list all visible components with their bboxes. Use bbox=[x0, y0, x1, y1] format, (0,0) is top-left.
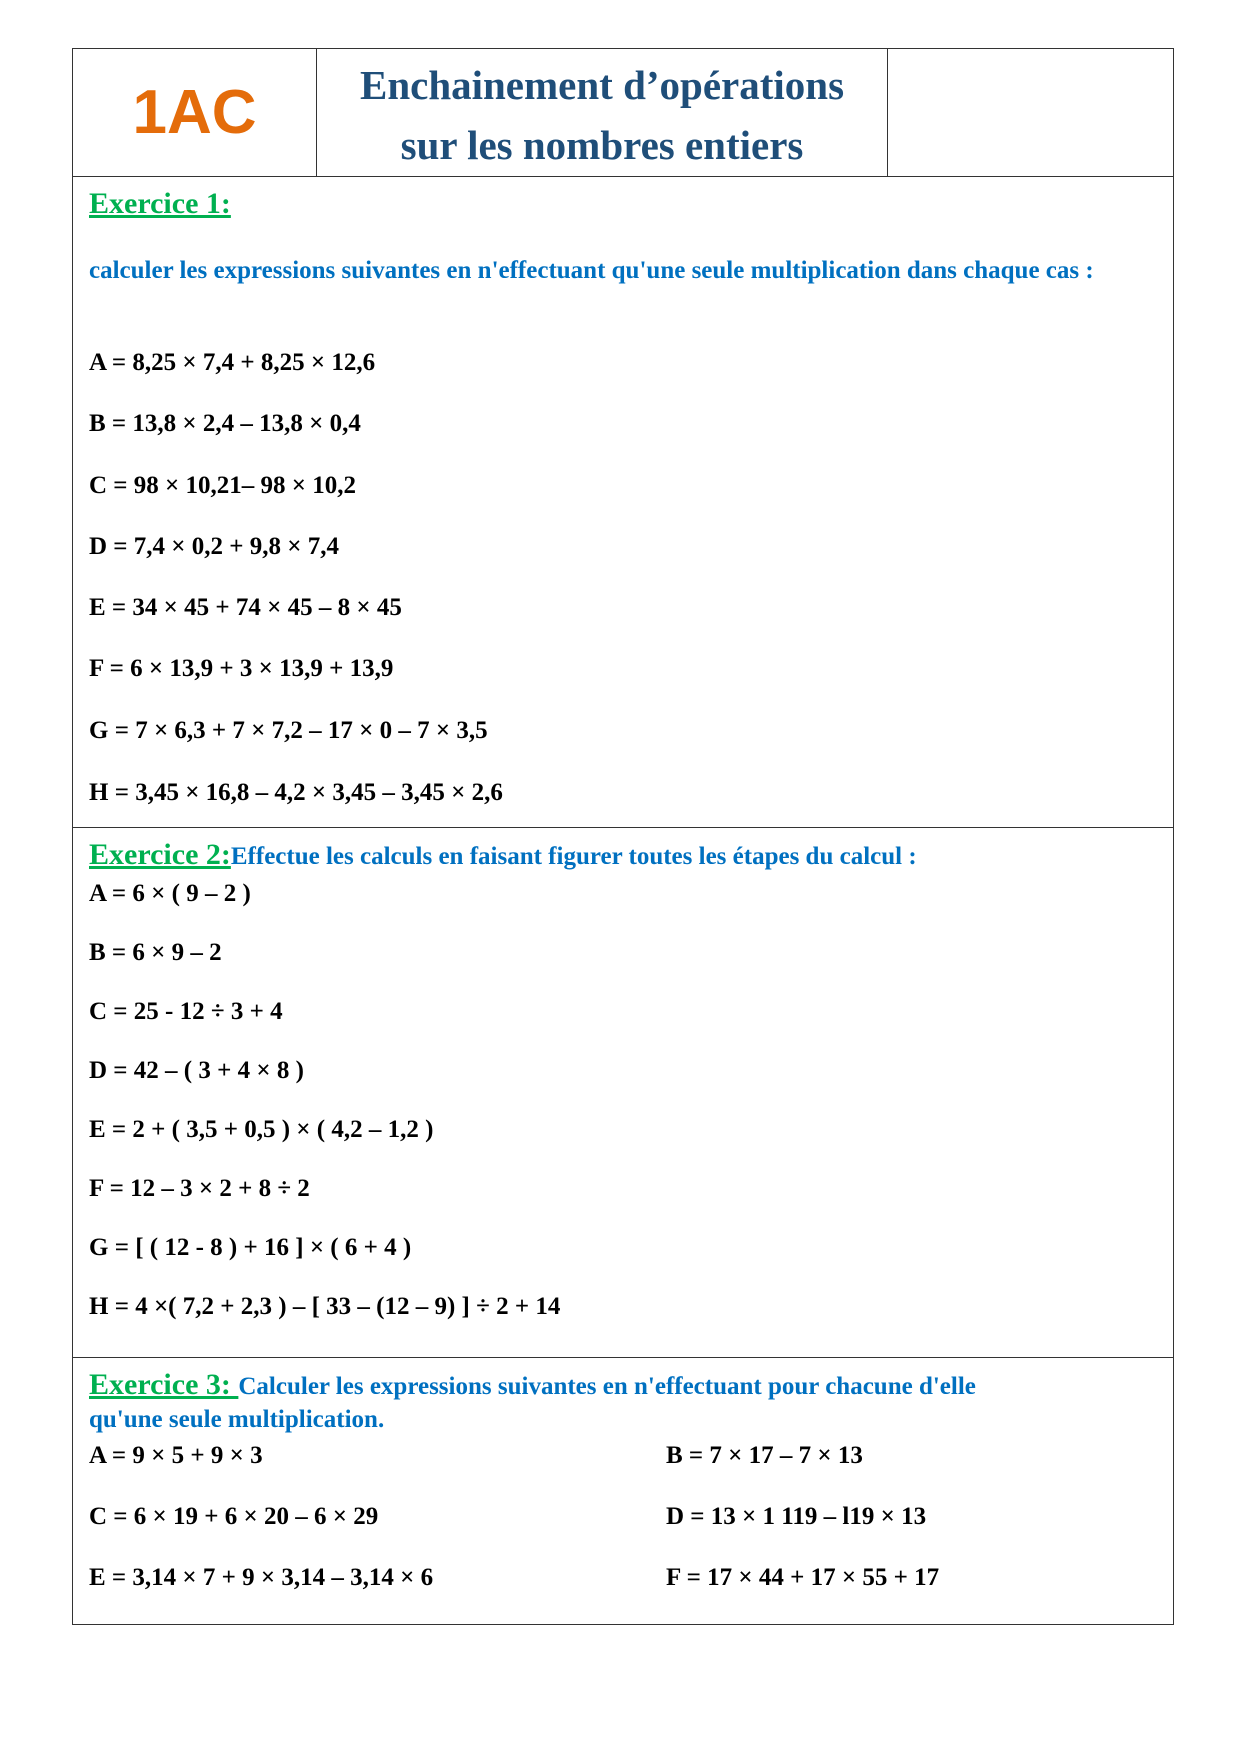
title-line-1: Enchainement d’opérations bbox=[359, 62, 845, 108]
expression-line: E = 3,14 × 7 + 9 × 3,14 – 3,14 × 6 bbox=[89, 1564, 434, 1591]
expression-line: B = 6 × 9 – 2 bbox=[89, 939, 222, 966]
header bbox=[73, 49, 1173, 177]
page-title bbox=[317, 49, 888, 176]
expression-line: D = 42 – ( 3 + 4 × 8 ) bbox=[89, 1057, 304, 1084]
expression-line: C = 6 × 19 + 6 × 20 – 6 × 29 bbox=[89, 1503, 379, 1530]
exercise-3-instruction-1: Calculer les expressions suivantes en n'effectuant pour chacune d'elle bbox=[238, 1373, 976, 1400]
worksheet bbox=[72, 48, 1174, 1625]
header-empty-cell bbox=[888, 49, 1173, 176]
expression-line: A = 9 × 5 + 9 × 3 bbox=[89, 1442, 263, 1469]
expression-line: G = [ ( 12 - 8 ) + 16 ] × ( 6 + 4 ) bbox=[89, 1234, 412, 1261]
exercise-2-instruction: Effectue les calculs en faisant figurer toutes les étapes du calcul : bbox=[230, 843, 917, 870]
exercise-3-heading bbox=[89, 1368, 976, 1402]
expression-line: A = 8,25 × 7,4 + 8,25 × 12,6 bbox=[89, 349, 376, 376]
expression-line: G = 7 × 6,3 + 7 × 7,2 – 17 × 0 – 7 × 3,5 bbox=[89, 717, 488, 744]
expression-line: A = 6 × ( 9 – 2 ) bbox=[89, 880, 251, 907]
exercise-1-instruction: calculer les expressions suivantes en n'effectuant qu'une seule multiplication dans chaque cas : bbox=[89, 257, 1094, 284]
expression-line: B = 13,8 × 2,4 – 13,8 × 0,4 bbox=[89, 410, 361, 437]
title-line-2: sur les nombres entiers bbox=[400, 122, 804, 168]
expression-line: C = 25 - 12 ÷ 3 + 4 bbox=[89, 998, 283, 1025]
expression-line: F = 6 × 13,9 + 3 × 13,9 + 13,9 bbox=[89, 655, 394, 682]
exercise-2-title: Exercice 2: bbox=[89, 838, 231, 871]
exercise-1-title: Exercice 1: bbox=[89, 187, 231, 220]
expression-line: F = 12 – 3 × 2 + 8 ÷ 2 bbox=[89, 1175, 310, 1202]
expression-line: E = 2 + ( 3,5 + 0,5 ) × ( 4,2 – 1,2 ) bbox=[89, 1116, 434, 1143]
exercise-3-title: Exercice 3: bbox=[89, 1368, 239, 1401]
exercise-3-instruction-2: qu'une seule multiplication. bbox=[89, 1406, 385, 1433]
expression-line: D = 7,4 × 0,2 + 9,8 × 7,4 bbox=[89, 533, 340, 560]
expression-line: C = 98 × 10,21– 98 × 10,2 bbox=[89, 472, 357, 499]
expression-line: F = 17 × 44 + 17 × 55 + 17 bbox=[666, 1564, 940, 1591]
exercise-1 bbox=[73, 177, 1173, 828]
expression-line: H = 3,45 × 16,8 – 4,2 × 3,45 – 3,45 × 2,6 bbox=[89, 779, 503, 806]
expression-line: B = 7 × 17 – 7 × 13 bbox=[666, 1442, 863, 1469]
level-label: 1AC bbox=[73, 49, 317, 176]
exercise-2 bbox=[73, 828, 1173, 1358]
expression-line: D = 13 × 1 119 – l19 × 13 bbox=[666, 1503, 927, 1530]
expression-line: E = 34 × 45 + 74 × 45 – 8 × 45 bbox=[89, 594, 402, 621]
expression-line: H = 4 ×( 7,2 + 2,3 ) – [ 33 – (12 – 9) ] ÷ 2 + 14 bbox=[89, 1293, 561, 1320]
exercise-2-heading bbox=[89, 838, 917, 872]
exercise-3 bbox=[73, 1358, 1173, 1624]
